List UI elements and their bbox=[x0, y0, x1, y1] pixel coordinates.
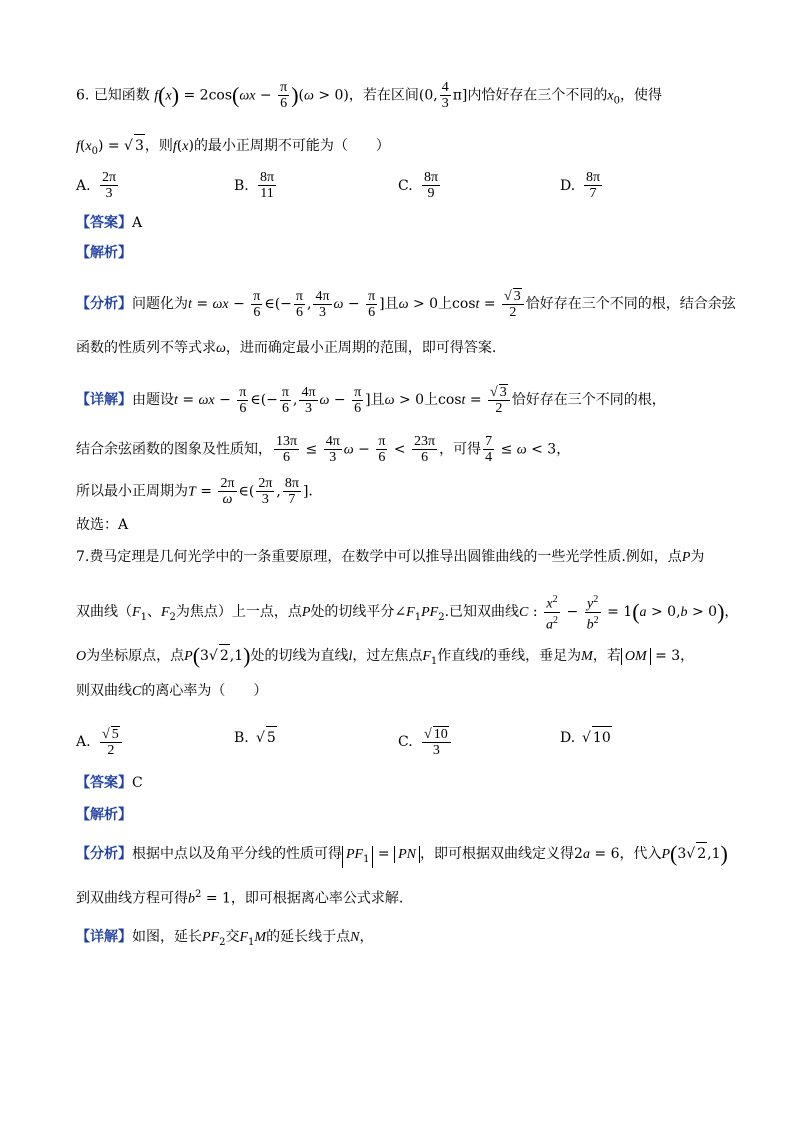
q6-xiangjie-line3: 所以最小正周期为T = $\frac{2\pi}{\omega}$ ∈( $\frac{2\pi}{3}$ , $\frac{8\pi}{7}$ ]. bbox=[76, 476, 313, 507]
q6-stem-line1: 6. 已知函数 f(x) = 2cos(ωx − $\frac{\pi}{6}$ )(ω > 0)，若在区间(0, $\frac{4}{3}$ π]内恰好存在三个不同的$x_0$，使得 bbox=[76, 80, 662, 111]
q6-number: 6. bbox=[76, 87, 90, 104]
q7-number: 7. bbox=[76, 549, 90, 565]
q6-xiangjie-line1: 【详解】由题设t = ωx − $\frac{\pi}{6}$ ∈(− $\frac{\pi}{6}$ , $\frac{4\pi}{3}$ ω − $\frac{\pi}{6}$ ]且ω > 0上cost = $\frac{√ 3}{2}$ 恰好存在三个不同的根， bbox=[76, 384, 666, 416]
q7-fenxi-line2: 到双曲线方程可得$b^2 = 1$，即可根据离心率公式求解. bbox=[76, 889, 404, 907]
q6-answer: 【答案】A bbox=[76, 215, 143, 231]
q7-stem-line1: 7.费马定理是几何光学中的一条重要原理，在数学中可以推导出圆锥曲线的一些光学性质.例如，点P为 bbox=[76, 549, 705, 565]
q7-stem-line3: O为坐标原点，点P(3√ 2,1)处的切线为直线l，过左焦点$F_1$作直线l的垂线，垂足为M，若 OM = 3， bbox=[76, 643, 695, 668]
q7-answer: 【答案】C bbox=[76, 775, 143, 791]
q7-fenxi-line1: 【分析】根据中点以及角平分线的性质可得 $PF_1$ = PN ，即可根据双曲线定义得2a = 6，代入P(3√ 2,1) bbox=[76, 841, 728, 866]
q7-option-d: D. √ 10 bbox=[560, 726, 612, 749]
q6-option-c: C. $\frac{8\pi}{9}$ bbox=[398, 170, 439, 201]
q6-option-d: D. $\frac{8\pi}{7}$ bbox=[560, 170, 601, 201]
q6-option-b: B. $\frac{8\pi}{11}$ bbox=[234, 170, 275, 201]
q6-fenxi-line1: 【分析】问题化为t = ωx − $\frac{\pi}{6}$ ∈(− $\frac{\pi}{6}$ , $\frac{4\pi}{3}$ ω − $\frac{\pi}{6}$ ]且ω > 0上cost = $\frac{√ 3}{2}$ 恰好存在三个不同的根，结合余弦 bbox=[76, 288, 736, 320]
q7-option-b: B. √ 5 bbox=[234, 726, 277, 749]
q6-guxuan: 故选：A bbox=[76, 517, 129, 533]
q7-stem-line4: 则双曲线C的离心率为（ ） bbox=[76, 683, 268, 699]
q6-xiangjie-line2: 结合余弦函数的图象及性质知， $\frac{13\pi}{6}$ ≤ $\frac{4\pi}{3}$ ω − $\frac{\pi}{6}$ < $\frac{23\pi}{6}$ ，可得 $\frac{7}{4}$ ≤ ω < 3， bbox=[76, 434, 571, 465]
q7-xiangjie-line1: 【详解】如图，延长$PF_2$交$F_1M$的延长线于点N， bbox=[76, 929, 374, 948]
q6-option-a: A. $\frac{2\pi}{3}$ bbox=[76, 170, 117, 201]
q6-fenxi-line2: 函数的性质列不等式求ω，进而确定最小正周期的范围，即可得答案. bbox=[76, 340, 497, 356]
q7-analysis-tag: 【解析】 bbox=[76, 807, 132, 823]
q6-stem-line2: $f(x_0)$ = √ 3，则f(x)的最小正周期不可能为（ ） bbox=[76, 134, 390, 163]
q7-stem-line2: 双曲线（$F_1$、$F_2$为焦点）上一点，点P处的切线平分$\angle F_1PF_2$.已知双曲线C : $\frac{x^2}{a^2}$ − $\frac{y^2}{b^2}$ = 1(a > 0,b > 0)， bbox=[76, 594, 739, 633]
q7-option-a: A. $\frac{√ 5}{2}$ bbox=[76, 726, 124, 758]
q7-option-c: C. $\frac{√ 10}{3}$ bbox=[398, 726, 453, 758]
q6-analysis-tag: 【解析】 bbox=[76, 245, 132, 261]
